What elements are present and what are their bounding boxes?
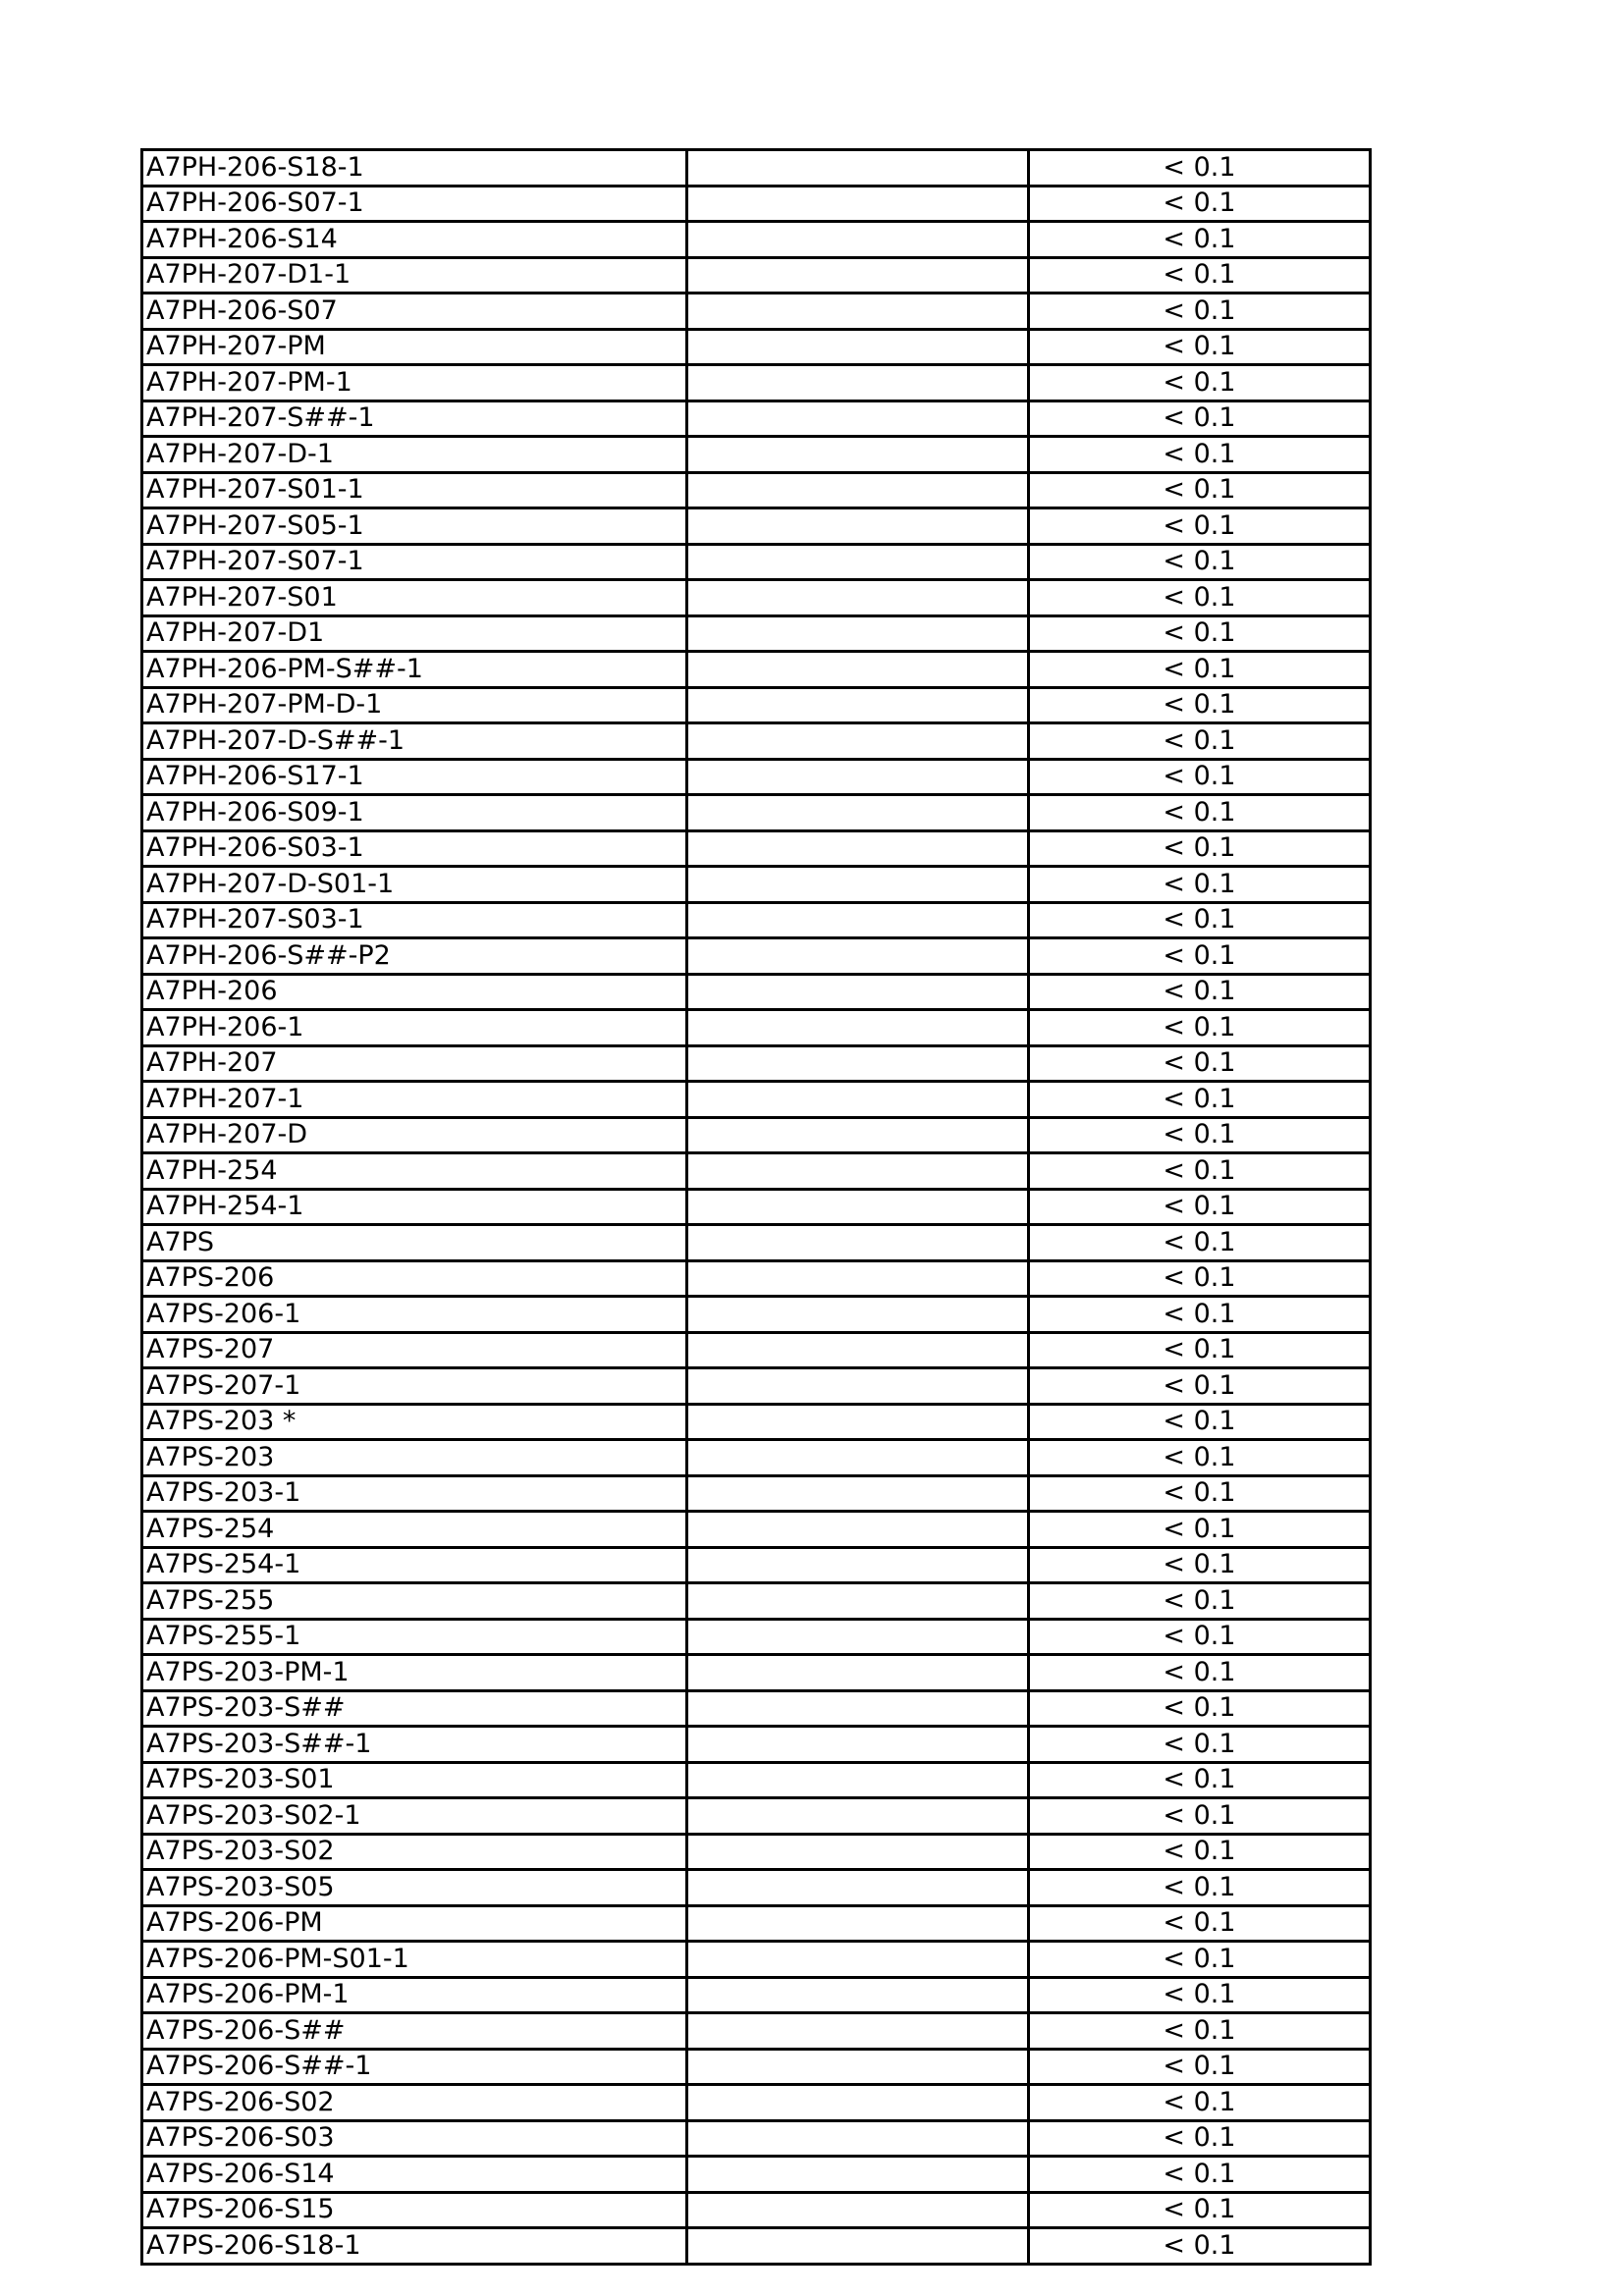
result-value-cell: < 0.1 bbox=[1029, 437, 1371, 473]
empty-cell bbox=[687, 1798, 1029, 1835]
empty-cell bbox=[687, 580, 1029, 616]
results-table-body bbox=[142, 150, 1371, 2265]
empty-cell bbox=[687, 1762, 1029, 1798]
sample-id-cell: A7PS-203-1 bbox=[142, 1475, 687, 1512]
empty-cell bbox=[687, 1870, 1029, 1906]
table-row bbox=[142, 2120, 1371, 2157]
table-row bbox=[142, 2013, 1371, 2050]
sample-id-cell: A7PH-207-PM-1 bbox=[142, 365, 687, 401]
sample-id-cell: A7PH-206-PM-S##-1 bbox=[142, 652, 687, 688]
empty-cell bbox=[687, 938, 1029, 975]
result-value-cell: < 0.1 bbox=[1029, 329, 1371, 365]
result-value-cell: < 0.1 bbox=[1029, 1189, 1371, 1225]
result-value-cell: < 0.1 bbox=[1029, 1260, 1371, 1297]
sample-id-cell: A7PH-207-PM bbox=[142, 329, 687, 365]
table-row bbox=[142, 150, 1371, 187]
empty-cell bbox=[687, 400, 1029, 437]
empty-cell bbox=[687, 1117, 1029, 1153]
table-row bbox=[142, 1834, 1371, 1870]
sample-id-cell: A7PS-206-1 bbox=[142, 1297, 687, 1333]
empty-cell bbox=[687, 1225, 1029, 1261]
sample-id-cell: A7PS-207 bbox=[142, 1332, 687, 1368]
sample-id-cell: A7PH-254-1 bbox=[142, 1189, 687, 1225]
results-table bbox=[140, 148, 1372, 2266]
empty-cell bbox=[687, 902, 1029, 938]
result-value-cell: < 0.1 bbox=[1029, 1117, 1371, 1153]
sample-id-cell: A7PS bbox=[142, 1225, 687, 1261]
sample-id-cell: A7PS-203-S05 bbox=[142, 1870, 687, 1906]
result-value-cell: < 0.1 bbox=[1029, 1870, 1371, 1906]
result-value-cell: < 0.1 bbox=[1029, 2228, 1371, 2265]
table-row bbox=[142, 1547, 1371, 1583]
table-row bbox=[142, 1655, 1371, 1691]
empty-cell bbox=[687, 186, 1029, 222]
table-row bbox=[142, 472, 1371, 508]
table-row bbox=[142, 2085, 1371, 2121]
result-value-cell: < 0.1 bbox=[1029, 2049, 1371, 2085]
result-value-cell: < 0.1 bbox=[1029, 1905, 1371, 1942]
sample-id-cell: A7PS-206 bbox=[142, 1260, 687, 1297]
table-row bbox=[142, 1045, 1371, 1082]
result-value-cell: < 0.1 bbox=[1029, 1225, 1371, 1261]
sample-id-cell: A7PH-207-D1 bbox=[142, 615, 687, 652]
sample-id-cell: A7PH-206 bbox=[142, 974, 687, 1010]
sample-id-cell: A7PH-207-1 bbox=[142, 1082, 687, 1118]
result-value-cell: < 0.1 bbox=[1029, 2013, 1371, 2050]
table-row bbox=[142, 1475, 1371, 1512]
empty-cell bbox=[687, 1690, 1029, 1727]
table-row bbox=[142, 1260, 1371, 1297]
empty-cell bbox=[687, 830, 1029, 867]
empty-cell bbox=[687, 1297, 1029, 1333]
result-value-cell: < 0.1 bbox=[1029, 759, 1371, 795]
result-value-cell: < 0.1 bbox=[1029, 687, 1371, 723]
result-value-cell: < 0.1 bbox=[1029, 1798, 1371, 1835]
sample-id-cell: A7PH-207-D-1 bbox=[142, 437, 687, 473]
sample-id-cell: A7PH-207-PM-D-1 bbox=[142, 687, 687, 723]
result-value-cell: < 0.1 bbox=[1029, 1045, 1371, 1082]
sample-id-cell: A7PH-207-D bbox=[142, 1117, 687, 1153]
result-value-cell: < 0.1 bbox=[1029, 1655, 1371, 1691]
sample-id-cell: A7PH-254 bbox=[142, 1153, 687, 1190]
empty-cell bbox=[687, 2013, 1029, 2050]
result-value-cell: < 0.1 bbox=[1029, 1583, 1371, 1620]
sample-id-cell: A7PH-206-S07 bbox=[142, 294, 687, 330]
result-value-cell: < 0.1 bbox=[1029, 186, 1371, 222]
result-value-cell: < 0.1 bbox=[1029, 1942, 1371, 1978]
sample-id-cell: A7PH-207-D1-1 bbox=[142, 257, 687, 294]
result-value-cell: < 0.1 bbox=[1029, 1153, 1371, 1190]
table-row bbox=[142, 1332, 1371, 1368]
empty-cell bbox=[687, 2120, 1029, 2157]
sample-id-cell: A7PH-207-S05-1 bbox=[142, 508, 687, 545]
table-row bbox=[142, 867, 1371, 903]
sample-id-cell: A7PS-206-S## bbox=[142, 2013, 687, 2050]
table-row bbox=[142, 1440, 1371, 1476]
table-row bbox=[142, 2228, 1371, 2265]
sample-id-cell: A7PS-206-PM-S01-1 bbox=[142, 1942, 687, 1978]
result-value-cell: < 0.1 bbox=[1029, 902, 1371, 938]
result-value-cell: < 0.1 bbox=[1029, 1690, 1371, 1727]
sample-id-cell: A7PH-207-S01-1 bbox=[142, 472, 687, 508]
sample-id-cell: A7PH-207-D-S01-1 bbox=[142, 867, 687, 903]
empty-cell bbox=[687, 472, 1029, 508]
empty-cell bbox=[687, 1977, 1029, 2013]
empty-cell bbox=[687, 615, 1029, 652]
sample-id-cell: A7PH-206-S17-1 bbox=[142, 759, 687, 795]
result-value-cell: < 0.1 bbox=[1029, 1727, 1371, 1763]
sample-id-cell: A7PS-206-S14 bbox=[142, 2157, 687, 2193]
sample-id-cell: A7PS-203-S02-1 bbox=[142, 1798, 687, 1835]
table-row bbox=[142, 508, 1371, 545]
empty-cell bbox=[687, 652, 1029, 688]
table-row bbox=[142, 1153, 1371, 1190]
table-row bbox=[142, 437, 1371, 473]
table-row bbox=[142, 1117, 1371, 1153]
empty-cell bbox=[687, 2157, 1029, 2193]
sample-id-cell: A7PS-203-S## bbox=[142, 1690, 687, 1727]
sample-id-cell: A7PH-206-S18-1 bbox=[142, 150, 687, 187]
result-value-cell: < 0.1 bbox=[1029, 974, 1371, 1010]
table-row bbox=[142, 974, 1371, 1010]
empty-cell bbox=[687, 1440, 1029, 1476]
empty-cell bbox=[687, 1189, 1029, 1225]
sample-id-cell: A7PS-203-S01 bbox=[142, 1762, 687, 1798]
empty-cell bbox=[687, 329, 1029, 365]
result-value-cell: < 0.1 bbox=[1029, 938, 1371, 975]
table-row bbox=[142, 1404, 1371, 1440]
sample-id-cell: A7PS-255 bbox=[142, 1583, 687, 1620]
table-row bbox=[142, 1762, 1371, 1798]
table-row bbox=[142, 294, 1371, 330]
result-value-cell: < 0.1 bbox=[1029, 1512, 1371, 1548]
empty-cell bbox=[687, 2085, 1029, 2121]
empty-cell bbox=[687, 2049, 1029, 2085]
result-value-cell: < 0.1 bbox=[1029, 400, 1371, 437]
empty-cell bbox=[687, 294, 1029, 330]
sample-id-cell: A7PS-203-PM-1 bbox=[142, 1655, 687, 1691]
empty-cell bbox=[687, 222, 1029, 258]
empty-cell bbox=[687, 1082, 1029, 1118]
result-value-cell: < 0.1 bbox=[1029, 867, 1371, 903]
empty-cell bbox=[687, 1655, 1029, 1691]
table-row bbox=[142, 1905, 1371, 1942]
table-row bbox=[142, 1189, 1371, 1225]
table-row bbox=[142, 1619, 1371, 1655]
empty-cell bbox=[687, 1332, 1029, 1368]
sample-id-cell: A7PH-206-S03-1 bbox=[142, 830, 687, 867]
table-row bbox=[142, 257, 1371, 294]
sample-id-cell: A7PH-206-S##-P2 bbox=[142, 938, 687, 975]
result-value-cell: < 0.1 bbox=[1029, 652, 1371, 688]
result-value-cell: < 0.1 bbox=[1029, 2192, 1371, 2228]
result-value-cell: < 0.1 bbox=[1029, 222, 1371, 258]
result-value-cell: < 0.1 bbox=[1029, 1977, 1371, 2013]
table-row bbox=[142, 1010, 1371, 1046]
empty-cell bbox=[687, 257, 1029, 294]
table-row bbox=[142, 365, 1371, 401]
sample-id-cell: A7PH-207-S03-1 bbox=[142, 902, 687, 938]
table-row bbox=[142, 723, 1371, 760]
table-row bbox=[142, 1225, 1371, 1261]
table-row bbox=[142, 580, 1371, 616]
sample-id-cell: A7PS-203-S##-1 bbox=[142, 1727, 687, 1763]
sample-id-cell: A7PS-207-1 bbox=[142, 1368, 687, 1405]
empty-cell bbox=[687, 759, 1029, 795]
empty-cell bbox=[687, 508, 1029, 545]
table-row bbox=[142, 186, 1371, 222]
result-value-cell: < 0.1 bbox=[1029, 294, 1371, 330]
sample-id-cell: A7PH-207-D-S##-1 bbox=[142, 723, 687, 760]
table-row bbox=[142, 795, 1371, 831]
sample-id-cell: A7PS-206-PM-1 bbox=[142, 1977, 687, 2013]
empty-cell bbox=[687, 150, 1029, 187]
table-row bbox=[142, 329, 1371, 365]
result-value-cell: < 0.1 bbox=[1029, 1297, 1371, 1333]
table-row bbox=[142, 1942, 1371, 1978]
sample-id-cell: A7PH-206-S14 bbox=[142, 222, 687, 258]
table-row bbox=[142, 544, 1371, 580]
empty-cell bbox=[687, 1260, 1029, 1297]
empty-cell bbox=[687, 723, 1029, 760]
result-value-cell: < 0.1 bbox=[1029, 2120, 1371, 2157]
result-value-cell: < 0.1 bbox=[1029, 1010, 1371, 1046]
table-row bbox=[142, 830, 1371, 867]
table-row bbox=[142, 652, 1371, 688]
sample-id-cell: A7PS-206-PM bbox=[142, 1905, 687, 1942]
table-row bbox=[142, 1977, 1371, 2013]
sample-id-cell: A7PS-206-S03 bbox=[142, 2120, 687, 2157]
result-value-cell: < 0.1 bbox=[1029, 1332, 1371, 1368]
sample-id-cell: A7PH-206-S09-1 bbox=[142, 795, 687, 831]
empty-cell bbox=[687, 687, 1029, 723]
table-row bbox=[142, 1082, 1371, 1118]
empty-cell bbox=[687, 974, 1029, 1010]
sample-id-cell: A7PS-254-1 bbox=[142, 1547, 687, 1583]
sample-id-cell: A7PH-207-S07-1 bbox=[142, 544, 687, 580]
empty-cell bbox=[687, 437, 1029, 473]
empty-cell bbox=[687, 1619, 1029, 1655]
sample-id-cell: A7PH-206-1 bbox=[142, 1010, 687, 1046]
empty-cell bbox=[687, 1368, 1029, 1405]
result-value-cell: < 0.1 bbox=[1029, 1762, 1371, 1798]
empty-cell bbox=[687, 867, 1029, 903]
sample-id-cell: A7PH-207-S01 bbox=[142, 580, 687, 616]
sample-id-cell: A7PS-203 * bbox=[142, 1404, 687, 1440]
result-value-cell: < 0.1 bbox=[1029, 1619, 1371, 1655]
result-value-cell: < 0.1 bbox=[1029, 2085, 1371, 2121]
table-row bbox=[142, 1512, 1371, 1548]
result-value-cell: < 0.1 bbox=[1029, 1082, 1371, 1118]
result-value-cell: < 0.1 bbox=[1029, 1368, 1371, 1405]
empty-cell bbox=[687, 1942, 1029, 1978]
empty-cell bbox=[687, 1010, 1029, 1046]
table-row bbox=[142, 1727, 1371, 1763]
empty-cell bbox=[687, 365, 1029, 401]
table-row bbox=[142, 1368, 1371, 1405]
empty-cell bbox=[687, 1727, 1029, 1763]
sample-id-cell: A7PS-206-S15 bbox=[142, 2192, 687, 2228]
table-row bbox=[142, 2192, 1371, 2228]
table-row bbox=[142, 902, 1371, 938]
empty-cell bbox=[687, 2192, 1029, 2228]
empty-cell bbox=[687, 1475, 1029, 1512]
empty-cell bbox=[687, 1512, 1029, 1548]
table-row bbox=[142, 759, 1371, 795]
table-row bbox=[142, 1690, 1371, 1727]
table-row bbox=[142, 400, 1371, 437]
result-value-cell: < 0.1 bbox=[1029, 472, 1371, 508]
result-value-cell: < 0.1 bbox=[1029, 1475, 1371, 1512]
empty-cell bbox=[687, 1045, 1029, 1082]
empty-cell bbox=[687, 1834, 1029, 1870]
sample-id-cell: A7PS-206-S18-1 bbox=[142, 2228, 687, 2265]
result-value-cell: < 0.1 bbox=[1029, 365, 1371, 401]
sample-id-cell: A7PH-207 bbox=[142, 1045, 687, 1082]
result-value-cell: < 0.1 bbox=[1029, 1440, 1371, 1476]
result-value-cell: < 0.1 bbox=[1029, 508, 1371, 545]
table-row bbox=[142, 1297, 1371, 1333]
empty-cell bbox=[687, 544, 1029, 580]
table-row bbox=[142, 687, 1371, 723]
table-row bbox=[142, 938, 1371, 975]
table-row bbox=[142, 615, 1371, 652]
empty-cell bbox=[687, 1547, 1029, 1583]
table-row bbox=[142, 1583, 1371, 1620]
sample-id-cell: A7PS-206-S##-1 bbox=[142, 2049, 687, 2085]
result-value-cell: < 0.1 bbox=[1029, 795, 1371, 831]
empty-cell bbox=[687, 1153, 1029, 1190]
result-value-cell: < 0.1 bbox=[1029, 1404, 1371, 1440]
sample-id-cell: A7PS-254 bbox=[142, 1512, 687, 1548]
sample-id-cell: A7PS-255-1 bbox=[142, 1619, 687, 1655]
sample-id-cell: A7PH-206-S07-1 bbox=[142, 186, 687, 222]
result-value-cell: < 0.1 bbox=[1029, 830, 1371, 867]
empty-cell bbox=[687, 1404, 1029, 1440]
result-value-cell: < 0.1 bbox=[1029, 615, 1371, 652]
sample-id-cell: A7PS-206-S02 bbox=[142, 2085, 687, 2121]
table-row bbox=[142, 222, 1371, 258]
table-row bbox=[142, 1870, 1371, 1906]
result-value-cell: < 0.1 bbox=[1029, 580, 1371, 616]
result-value-cell: < 0.1 bbox=[1029, 544, 1371, 580]
empty-cell bbox=[687, 1583, 1029, 1620]
table-row bbox=[142, 2049, 1371, 2085]
empty-cell bbox=[687, 795, 1029, 831]
result-value-cell: < 0.1 bbox=[1029, 1547, 1371, 1583]
result-value-cell: < 0.1 bbox=[1029, 257, 1371, 294]
sample-id-cell: A7PS-203-S02 bbox=[142, 1834, 687, 1870]
empty-cell bbox=[687, 2228, 1029, 2265]
result-value-cell: < 0.1 bbox=[1029, 150, 1371, 187]
sample-id-cell: A7PS-203 bbox=[142, 1440, 687, 1476]
result-value-cell: < 0.1 bbox=[1029, 1834, 1371, 1870]
table-row bbox=[142, 1798, 1371, 1835]
result-value-cell: < 0.1 bbox=[1029, 723, 1371, 760]
result-value-cell: < 0.1 bbox=[1029, 2157, 1371, 2193]
empty-cell bbox=[687, 1905, 1029, 1942]
sample-id-cell: A7PH-207-S##-1 bbox=[142, 400, 687, 437]
table-row bbox=[142, 2157, 1371, 2193]
